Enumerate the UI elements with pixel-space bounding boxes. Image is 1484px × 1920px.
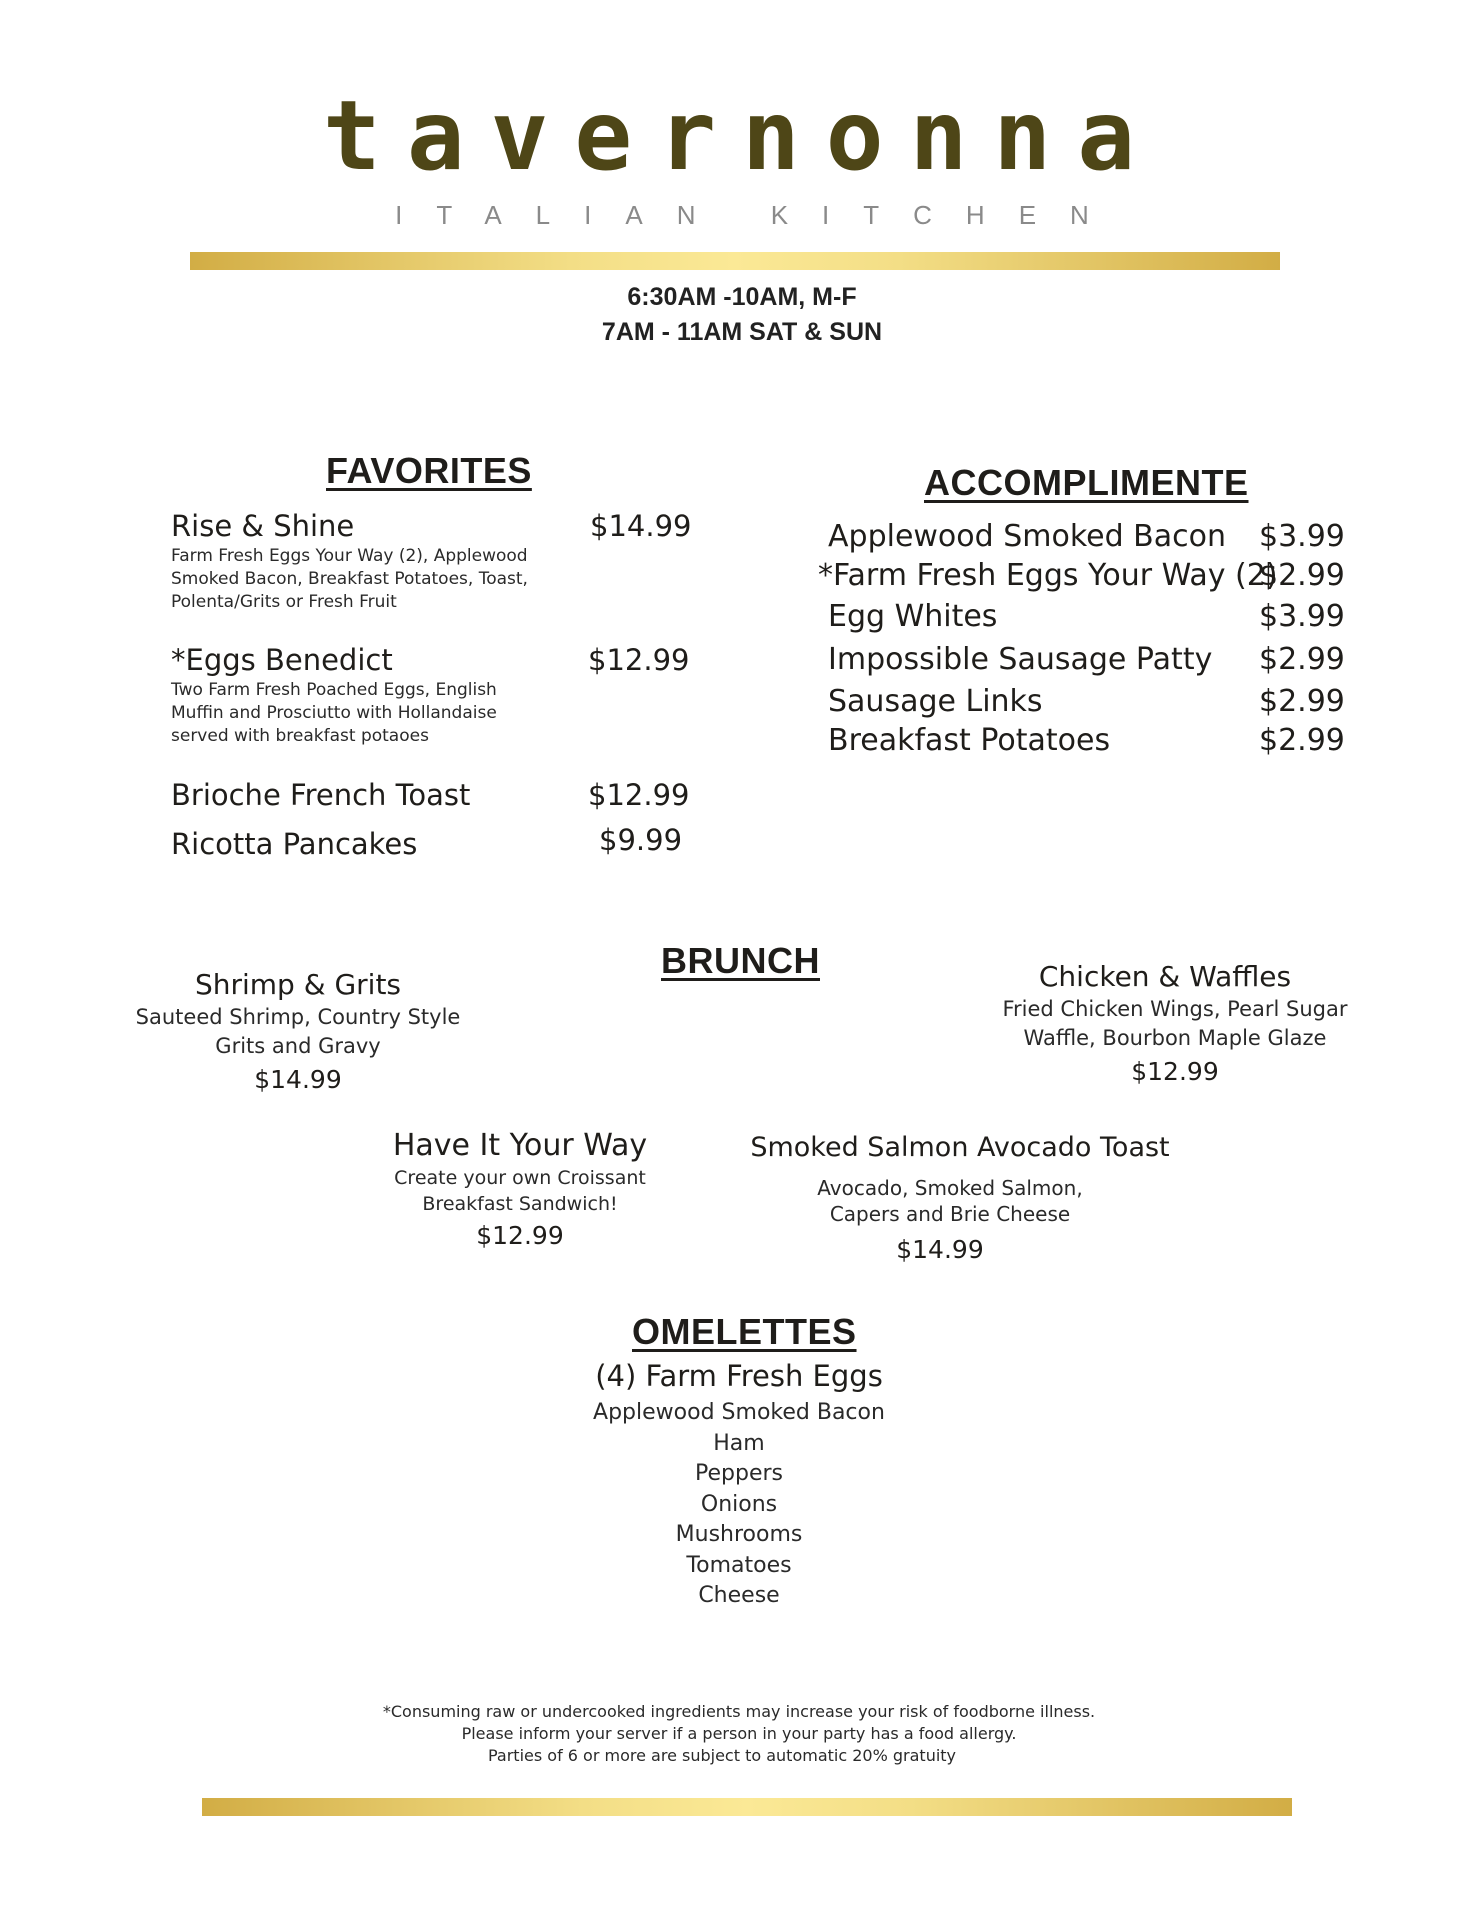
side-item-name: Applewood Smoked Bacon	[828, 519, 1227, 554]
favorites-title: FAVORITES	[326, 450, 532, 491]
side-item-name: Sausage Links	[828, 684, 1043, 719]
allergy-warning: *Consuming raw or undercooked ingredients may increase your risk of foodborne illness.	[382, 1702, 1096, 1721]
brunch-item-name: Smoked Salmon Avocado Toast	[750, 1132, 1170, 1163]
omelette-option: Tomatoes	[686, 1552, 792, 1578]
omelettes-subtitle: (4) Farm Fresh Eggs	[595, 1359, 883, 1393]
restaurant-subtitle: ITALIAN KITCHEN	[395, 200, 1123, 230]
omelette-option: Ham	[713, 1430, 765, 1456]
side-item-name: Impossible Sausage Patty	[828, 642, 1213, 677]
brunch-item-desc: Grits and Gravy	[215, 1034, 381, 1058]
brunch-item-price: $12.99	[1131, 1057, 1219, 1086]
favorite-item-name: Brioche French Toast	[171, 778, 471, 812]
side-item-name: Breakfast Potatoes	[828, 723, 1111, 758]
side-item-name: Egg Whites	[828, 599, 998, 634]
omelette-option: Cheese	[698, 1583, 780, 1608]
allergy-inform-note: Please inform your server if a person in your party has a food allergy.	[461, 1724, 1017, 1743]
side-item-price: $3.99	[1259, 599, 1345, 634]
omelette-option: Onions	[700, 1491, 778, 1517]
brunch-item-price: $12.99	[476, 1221, 564, 1250]
brunch-item-name: Chicken & Waffles	[1038, 960, 1292, 993]
brunch-item-desc: Create your own Croissant	[394, 1167, 646, 1189]
top-gold-divider	[190, 252, 1280, 270]
favorite-item-price: $9.99	[599, 823, 683, 857]
brunch-item-desc: Avocado, Smoked Salmon,	[817, 1176, 1083, 1200]
brunch-item-price: $14.99	[254, 1065, 342, 1094]
brunch-item-desc: Waffle, Bourbon Maple Glaze	[1023, 1026, 1327, 1050]
accomplimente-title: ACCOMPLIMENTE	[924, 462, 1249, 503]
favorite-item-desc: Two Farm Fresh Poached Eggs, English Muffin and Prosciutto with Hollandaise served with breakfast potaoes	[171, 680, 497, 746]
favorite-item-name: Ricotta Pancakes	[171, 827, 418, 861]
brunch-item-name: Shrimp & Grits	[194, 968, 402, 1001]
brunch-title: BRUNCH	[661, 940, 820, 981]
favorite-item-price: $12.99	[588, 643, 690, 677]
favorite-item-price: $12.99	[588, 778, 690, 812]
hours-weekday: 6:30AM -10AM, M-F	[627, 283, 857, 311]
brunch-item	[720, 1132, 1180, 1264]
gratuity-note: Parties of 6 or more are subject to automatic 20% gratuity	[487, 1746, 957, 1765]
side-item-name: *Farm Fresh Eggs Your Way (2)	[818, 558, 1278, 593]
hours-weekend: 7AM - 11AM SAT & SUN	[601, 318, 883, 346]
omelette-option: Peppers	[695, 1461, 783, 1486]
footer-notice	[0, 1701, 1484, 1767]
brunch-item	[360, 1128, 680, 1250]
brunch-item-desc: Fried Chicken Wings, Pearl Sugar	[1002, 997, 1348, 1021]
brunch-item-desc: Breakfast Sandwich!	[422, 1193, 618, 1215]
brunch-item	[118, 968, 478, 1094]
side-item-price: $3.99	[1259, 519, 1345, 554]
side-item-price: $2.99	[1259, 642, 1345, 677]
brunch-item-desc: Sauteed Shrimp, Country Style	[135, 1005, 461, 1029]
omelette-option: Applewood Smoked Bacon	[593, 1400, 885, 1425]
side-item-price: $2.99	[1259, 558, 1345, 593]
favorite-item-name: *Eggs Benedict	[171, 643, 393, 677]
side-item-price: $2.99	[1259, 723, 1345, 758]
brunch-item-price: $14.99	[896, 1235, 984, 1264]
favorite-item-name: Rise & Shine	[171, 509, 355, 543]
brunch-item	[980, 960, 1370, 1086]
favorite-item-desc: Farm Fresh Eggs Your Way (2), Applewood Smoked Bacon, Breakfast Potatoes, Toast, Polenta/Grits or Fresh Fruit	[171, 546, 528, 612]
bottom-gold-divider	[202, 1798, 1292, 1816]
omelette-options	[0, 1398, 1484, 1612]
brunch-item-desc: Capers and Brie Cheese	[829, 1202, 1071, 1226]
restaurant-logo: tavernonna	[323, 80, 1161, 192]
omelette-option: Mushrooms	[675, 1522, 803, 1547]
favorite-item-price: $14.99	[590, 509, 692, 543]
omelettes-title: OMELETTES	[632, 1311, 857, 1352]
side-item-price: $2.99	[1259, 684, 1345, 719]
brunch-item-name: Have It Your Way	[392, 1128, 648, 1163]
